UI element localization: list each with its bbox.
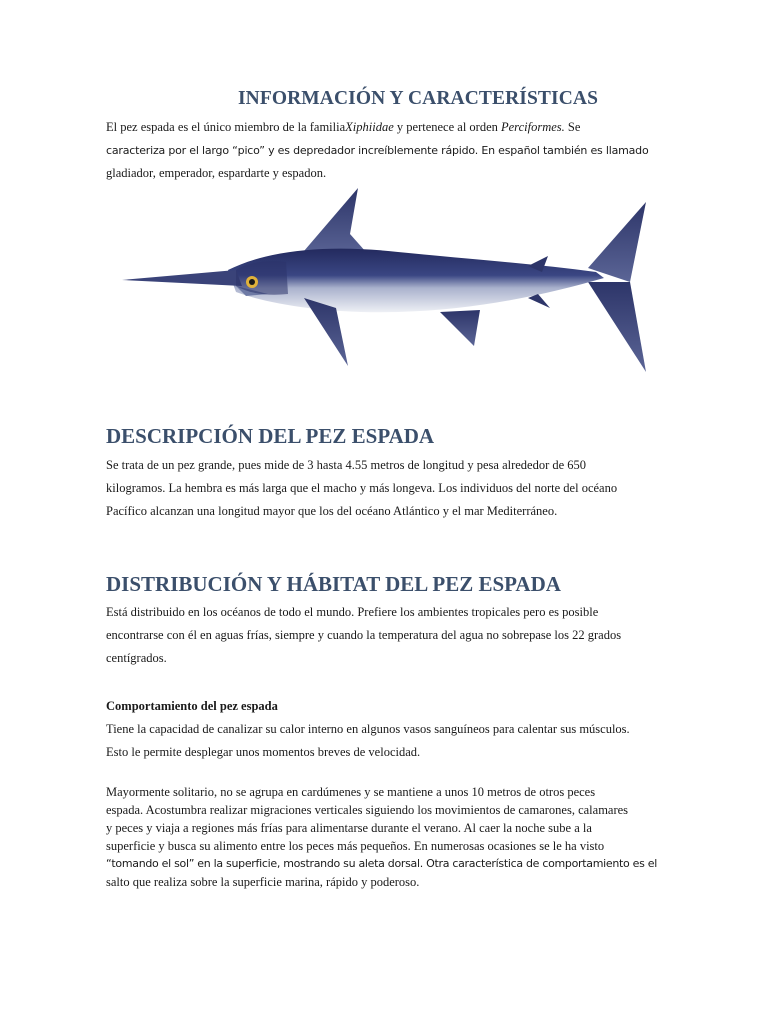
order-name: Perciformes. [501,120,565,134]
intro-text-a: El pez espada es el único miembro de la familia [106,120,346,134]
descripcion-paragraph [106,454,666,523]
intro-line-3: gladiador, emperador, espardarte y espadon. [106,166,327,180]
heading-comportamiento: Comportamiento del pez espada [106,699,278,713]
distribucion-line-3: centígrados. [106,651,167,665]
distribucion-paragraph [106,601,666,670]
swordfish-image [118,186,658,376]
descripcion-line-3: Pacífico alcanzan una longitud mayor que los del océano Atlántico y el mar Mediterráneo. [106,504,558,518]
tail-lower [588,282,646,372]
comportamiento-paragraph-1 [106,718,666,764]
intro-text-c: y pertenece al orden [393,120,501,134]
heading-descripcion: DESCRIPCIÓN DEL PEZ ESPADA [106,424,435,448]
comportamiento-p2-line-5: “tomando el sol” en la superficie, mostrando su aleta dorsal. Otra característica de comportamiento es el [106,857,657,870]
intro-text-e: Se [564,120,581,134]
descripcion-line-1: Se trata de un pez grande, pues mide de 3 hasta 4.55 metros de longitud y pesa alrededor de 650 [106,458,587,472]
main-title: INFORMACIÓN Y CARACTERÍSTICAS [237,88,599,109]
comportamiento-p2-line-4: superficie y busca su alimento entre los peces más pequeños. En numerosas ocasiones se le ha visto [106,839,605,853]
anal-fin [440,310,480,346]
descripcion-line-2: kilogramos. La hembra es más larga que el macho y más longeva. Los individuos del norte del océano [106,481,618,495]
dorsal-fin [298,188,366,258]
intro-line-2: caracteriza por el largo “pico” y es depredador increíblemente rápido. En español también es llamado [106,144,649,157]
heading-distribucion: DISTRIBUCIÓN Y HÁBITAT DEL PEZ ESPADA [106,572,561,596]
comportamiento-p1-line-2: Esto le permite desplegar unos momentos breves de velocidad. [106,745,421,759]
distribucion-line-1: Está distribuido en los océanos de todo el mundo. Prefiere los ambientes tropicales pero es posible [106,605,599,619]
sword-bill [122,270,242,286]
intro-line-1 [106,116,666,139]
tail-upper [588,202,646,282]
distribucion-line-2: encontrarse con él en aguas frías, siempre y cuando la temperatura del agua no sobrepase los 22 grados [106,628,622,642]
swordfish-illustration [118,186,658,376]
intro-paragraph [106,116,666,185]
comportamiento-p2-line-3: y peces y viaja a regiones más frías para alimentarse durante el verano. Al caer la noche sube a la [106,821,592,835]
comportamiento-p2-line-2: espada. Acostumbra realizar migraciones verticales siguiendo los movimientos de camarones, calamares [106,803,629,817]
comportamiento-paragraph-2 [106,783,666,891]
family-name: Xiphiidae [345,120,394,134]
comportamiento-p2-line-6: salto que realiza sobre la superficie marina, rápido y poderoso. [106,875,420,889]
comportamiento-p2-line-1: Mayormente solitario, no se agrupa en cardúmenes y se mantiene a unos 10 metros de otros peces [106,785,596,799]
comportamiento-p1-line-1: Tiene la capacidad de canalizar su calor interno en algunos vasos sanguíneos para calentar sus músculos. [106,722,630,736]
